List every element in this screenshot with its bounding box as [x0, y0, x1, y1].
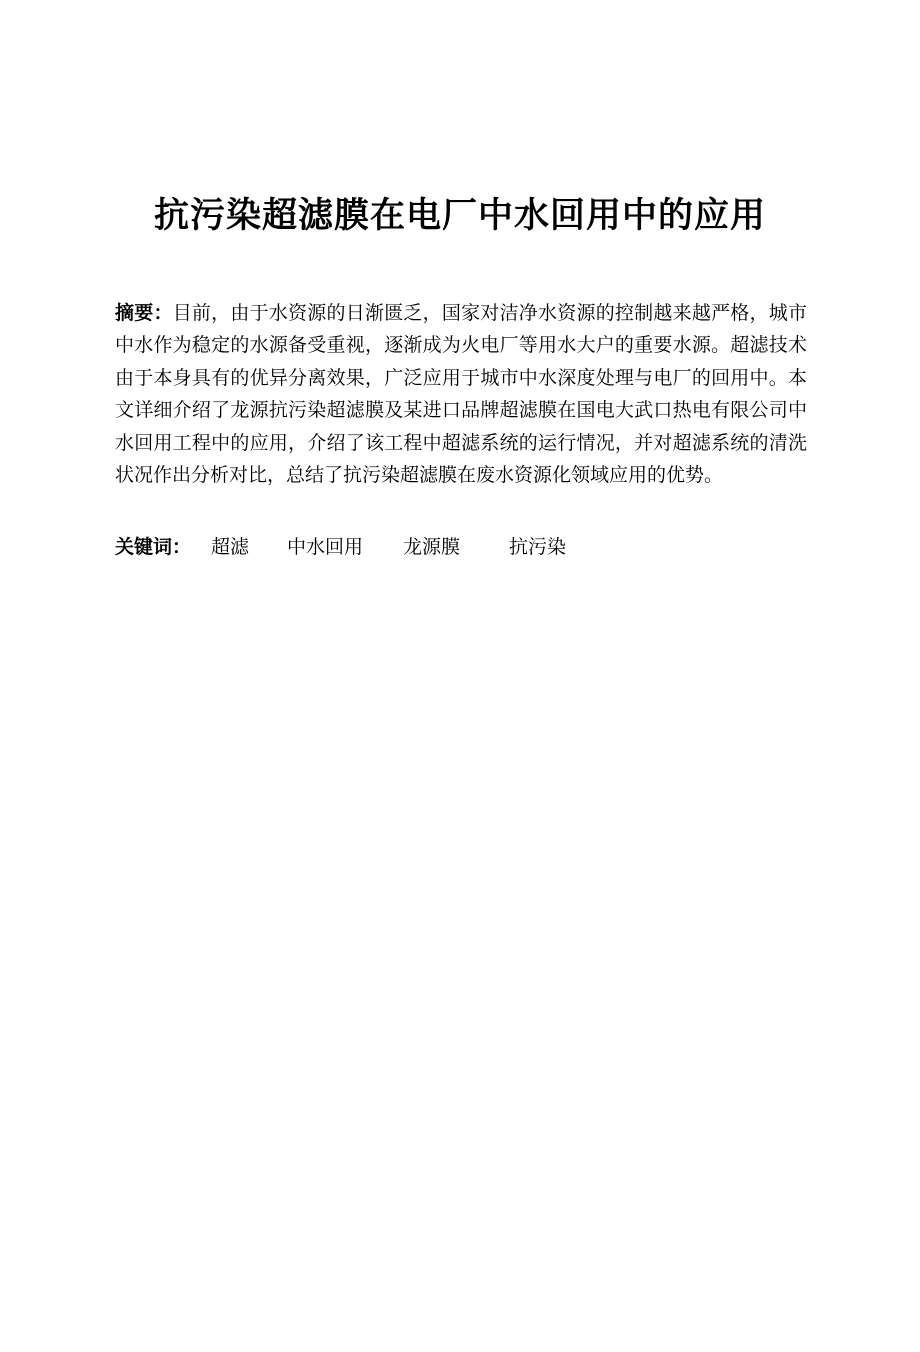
keyword-item: 中水回用 [287, 536, 364, 558]
abstract-paragraph [115, 297, 807, 491]
keywords-line [115, 531, 807, 563]
abstract-text: 目前，由于水资源的日渐匮乏，国家对洁净水资源的控制越来越严格，城市中水作为稳定的水源备受重视，逐渐成为火电厂等用水大户的重要水源。超滤技术由于本身具有的优异分离效果，广泛应用于城市中水深度处理与电厂的回用中。本文详细介绍了龙源抗污染超滤膜及某进口品牌超滤膜在国电大武口热电有限公司中水回用工程中的应用，介绍了该工程中超滤系统的运行情况，并对超滤系统的清洗状况作出分析对比，总结了抗污染超滤膜在废水资源化领域应用的优势。 [115, 302, 807, 487]
paper-title: 抗污染超滤膜在电厂中水回用中的应用 [153, 196, 766, 236]
keyword-item: 抗污染 [509, 536, 567, 558]
abstract-label: 摘要： [115, 302, 173, 324]
keyword-item: 龙源膜 [403, 536, 461, 558]
keywords-label: 关键词： [115, 536, 192, 558]
keyword-item: 超滤 [211, 536, 250, 558]
